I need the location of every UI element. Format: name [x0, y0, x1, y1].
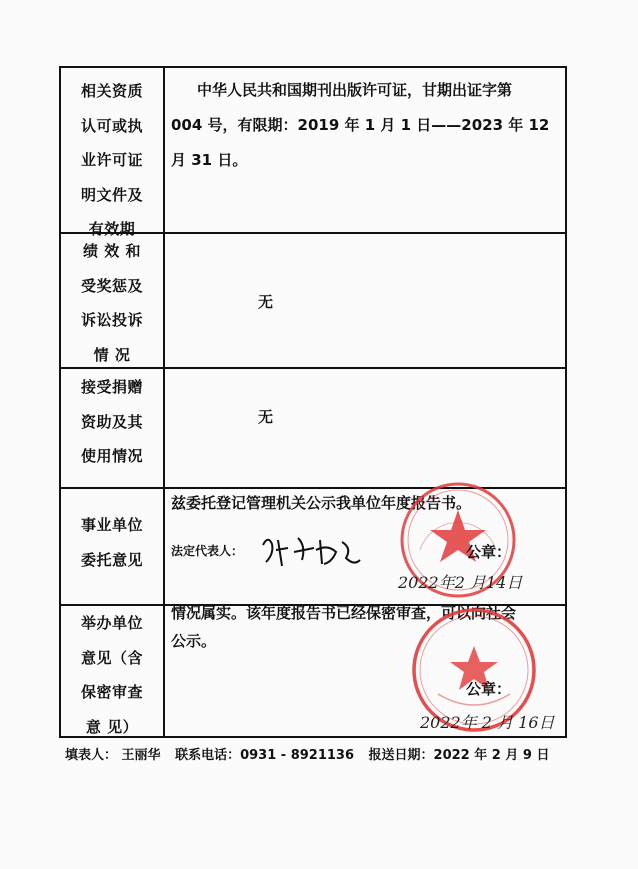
entrust-date: 2022年2 月14日: [398, 573, 523, 592]
label-line: 委托意见: [80, 550, 143, 569]
label-line: 举办单位: [80, 614, 143, 632]
label-performance: [61, 234, 163, 372]
label-line: 绩 效 和: [83, 242, 141, 260]
seal-label: 公章：: [466, 680, 512, 698]
label-line: 保密审查: [80, 683, 143, 701]
label-line: 明文件及: [80, 185, 143, 204]
donations-content: 无: [258, 408, 274, 426]
label-line: 相关资质: [80, 82, 143, 100]
entrust-content: 兹委托登记管理机关公示我单位年度报告书。: [171, 494, 472, 512]
content-line: 公示。: [171, 632, 217, 650]
qualification-content: [171, 73, 563, 178]
label-entrust: [61, 508, 163, 577]
label-line: 意 见）: [85, 717, 139, 736]
label-line: 事业单位: [80, 516, 143, 534]
performance-content: 无: [258, 293, 274, 311]
legal-rep-signature: [258, 530, 363, 570]
content-line: 004 号，有限期：2019 年 1 月 1 日——2023 年 12: [171, 116, 550, 134]
submit-date-field: 报送日期：2022 年 2 月 9 日: [368, 748, 550, 763]
label-line: 有效期: [88, 220, 136, 238]
form-footer: [65, 744, 559, 763]
legal-rep-label: 法定代表人：: [171, 544, 244, 558]
label-line: 受奖惩及: [80, 276, 143, 295]
content-line: 情况属实。该年度报告书已经保密审查，可以向社会: [171, 604, 517, 622]
label-line: 业许可证: [80, 151, 143, 169]
content-line: 中华人民共和国期刊出版许可证，甘期出证字第: [197, 81, 513, 99]
organizer-date: 2022年 2 月 16日: [420, 713, 555, 732]
label-line: 资助及其: [80, 412, 143, 431]
column-divider: [163, 68, 165, 736]
label-organizer: [61, 606, 163, 744]
phone-field: 联系电话：0931 - 8921136: [175, 748, 355, 763]
label-line: 使用情况: [80, 447, 143, 465]
content-line: 月 31 日。: [171, 151, 248, 169]
label-line: 接受捐赠: [80, 378, 143, 396]
label-qualification: [61, 74, 163, 247]
label-line: 情 况: [93, 345, 131, 364]
label-donations: [61, 370, 163, 474]
label-line: 认可或执: [80, 116, 143, 135]
seal-label: 公章：: [466, 543, 512, 561]
label-line: 诉讼投诉: [80, 311, 143, 329]
label-line: 意见（含: [80, 648, 143, 667]
filler-field: 填表人： 王丽华: [65, 748, 161, 763]
